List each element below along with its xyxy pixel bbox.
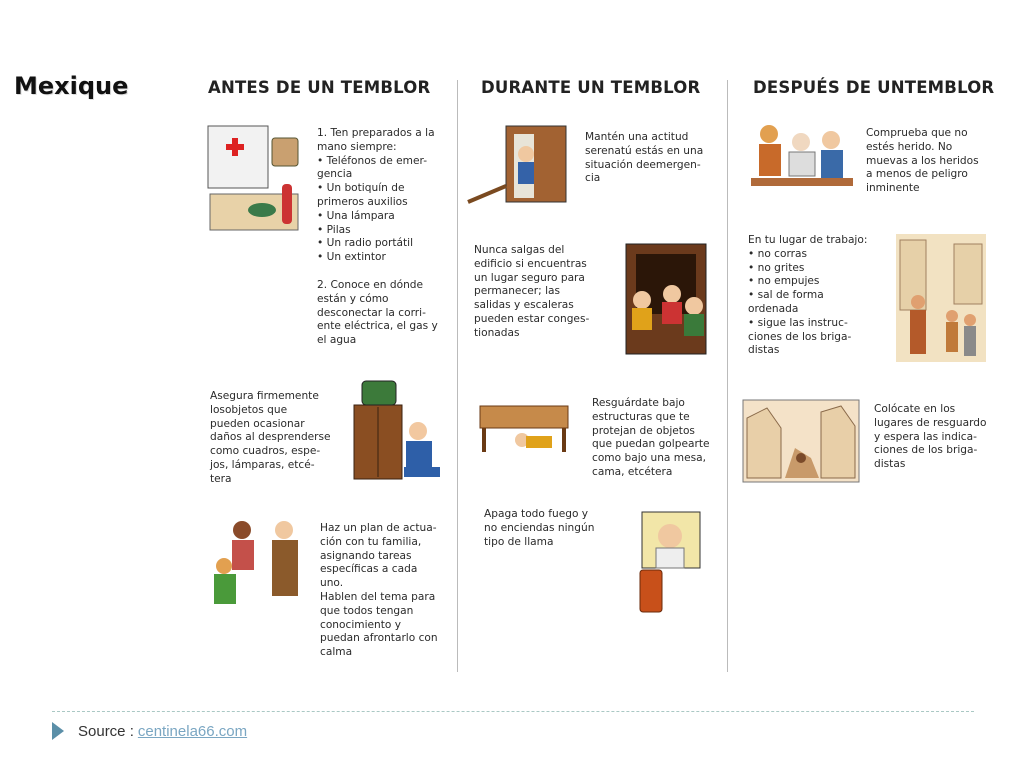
antes-text-2: 2. Conoce en dónde están y cómo desconectar la corri- ente eléctrica, el gas y el agua [317, 279, 438, 347]
despues-text-3: Colócate en los lugares de resguardo y espera las indica- ciones de los briga- distas [874, 403, 987, 471]
heading-durante: DURANTE UN TEMBLOR [481, 78, 701, 97]
shelter-under-bed-illustration [476, 392, 572, 458]
family-plan-illustration [212, 518, 306, 610]
evacuation-street-illustration [896, 234, 986, 362]
emergency-kit-illustration [206, 124, 302, 234]
no-fire-illustration [636, 510, 702, 614]
source-footer [52, 722, 247, 740]
despues-text-1: Comprueba que no estés herido. No muevas a los heridos a menos de peligro inminente [866, 127, 979, 195]
earthquake-poster [198, 70, 1004, 680]
collapsed-buildings-illustration [741, 398, 861, 484]
check-injuries-illustration [751, 122, 853, 188]
durante-text-2: Nunca salgas del edificio si encuentras un lugar seguro para permanecer; las salidas y escaleras pueden estar conges- tionadas [474, 244, 590, 339]
column-divider [727, 80, 728, 672]
durante-text-4: Apaga todo fuego y no enciendas ningún tipo de llama [484, 508, 595, 548]
furniture-securing-illustration [348, 375, 444, 483]
antes-text-1: 1. Ten preparados a la mano siempre: • Teléfonos de emer- gencia • Un botiquín de primeros auxilios • Una lámpara • Pilas • Un radio portátil • Un extintor [317, 127, 435, 264]
source-label: Source : [78, 722, 134, 740]
antes-text-3: Asegura firmemente losobjetos que pueden ocasionar daños al desprenderse como cuadros, espe- jos, lámparas, etcé- tera [210, 390, 331, 485]
heading-antes: ANTES DE UN TEMBLOR [208, 78, 431, 97]
heading-despues: DESPUÉS DE UNTEMBLOR [753, 78, 995, 97]
despues-text-2: En tu lugar de trabajo: • no corras • no grites • no empujes • sal de forma ordenada • sigue las instruc- ciones de los briga- distas [748, 234, 868, 357]
durante-text-3: Resguárdate bajo estructuras que te protejan de objetos que puedan golpearte como bajo una mesa, cama, etcétera [592, 397, 710, 478]
column-divider [457, 80, 458, 672]
antes-text-4: Haz un plan de actua- ción con tu familia, asignando tareas específicas a cada uno. Hablen del tema para que todos tengan conocimiento y puedan afrontarlo con calma [320, 522, 438, 659]
bullet-arrow-icon [52, 722, 64, 740]
source-link[interactable]: centinela66.com [137, 722, 248, 740]
durante-text-1: Mantén una actitud serenatú estás en una situación deemergen- cia [585, 131, 704, 185]
slide-title: Mexique [14, 72, 129, 100]
crowded-exit-illustration [616, 242, 716, 358]
calm-attitude-illustration [466, 124, 574, 208]
footer-divider [52, 711, 974, 712]
